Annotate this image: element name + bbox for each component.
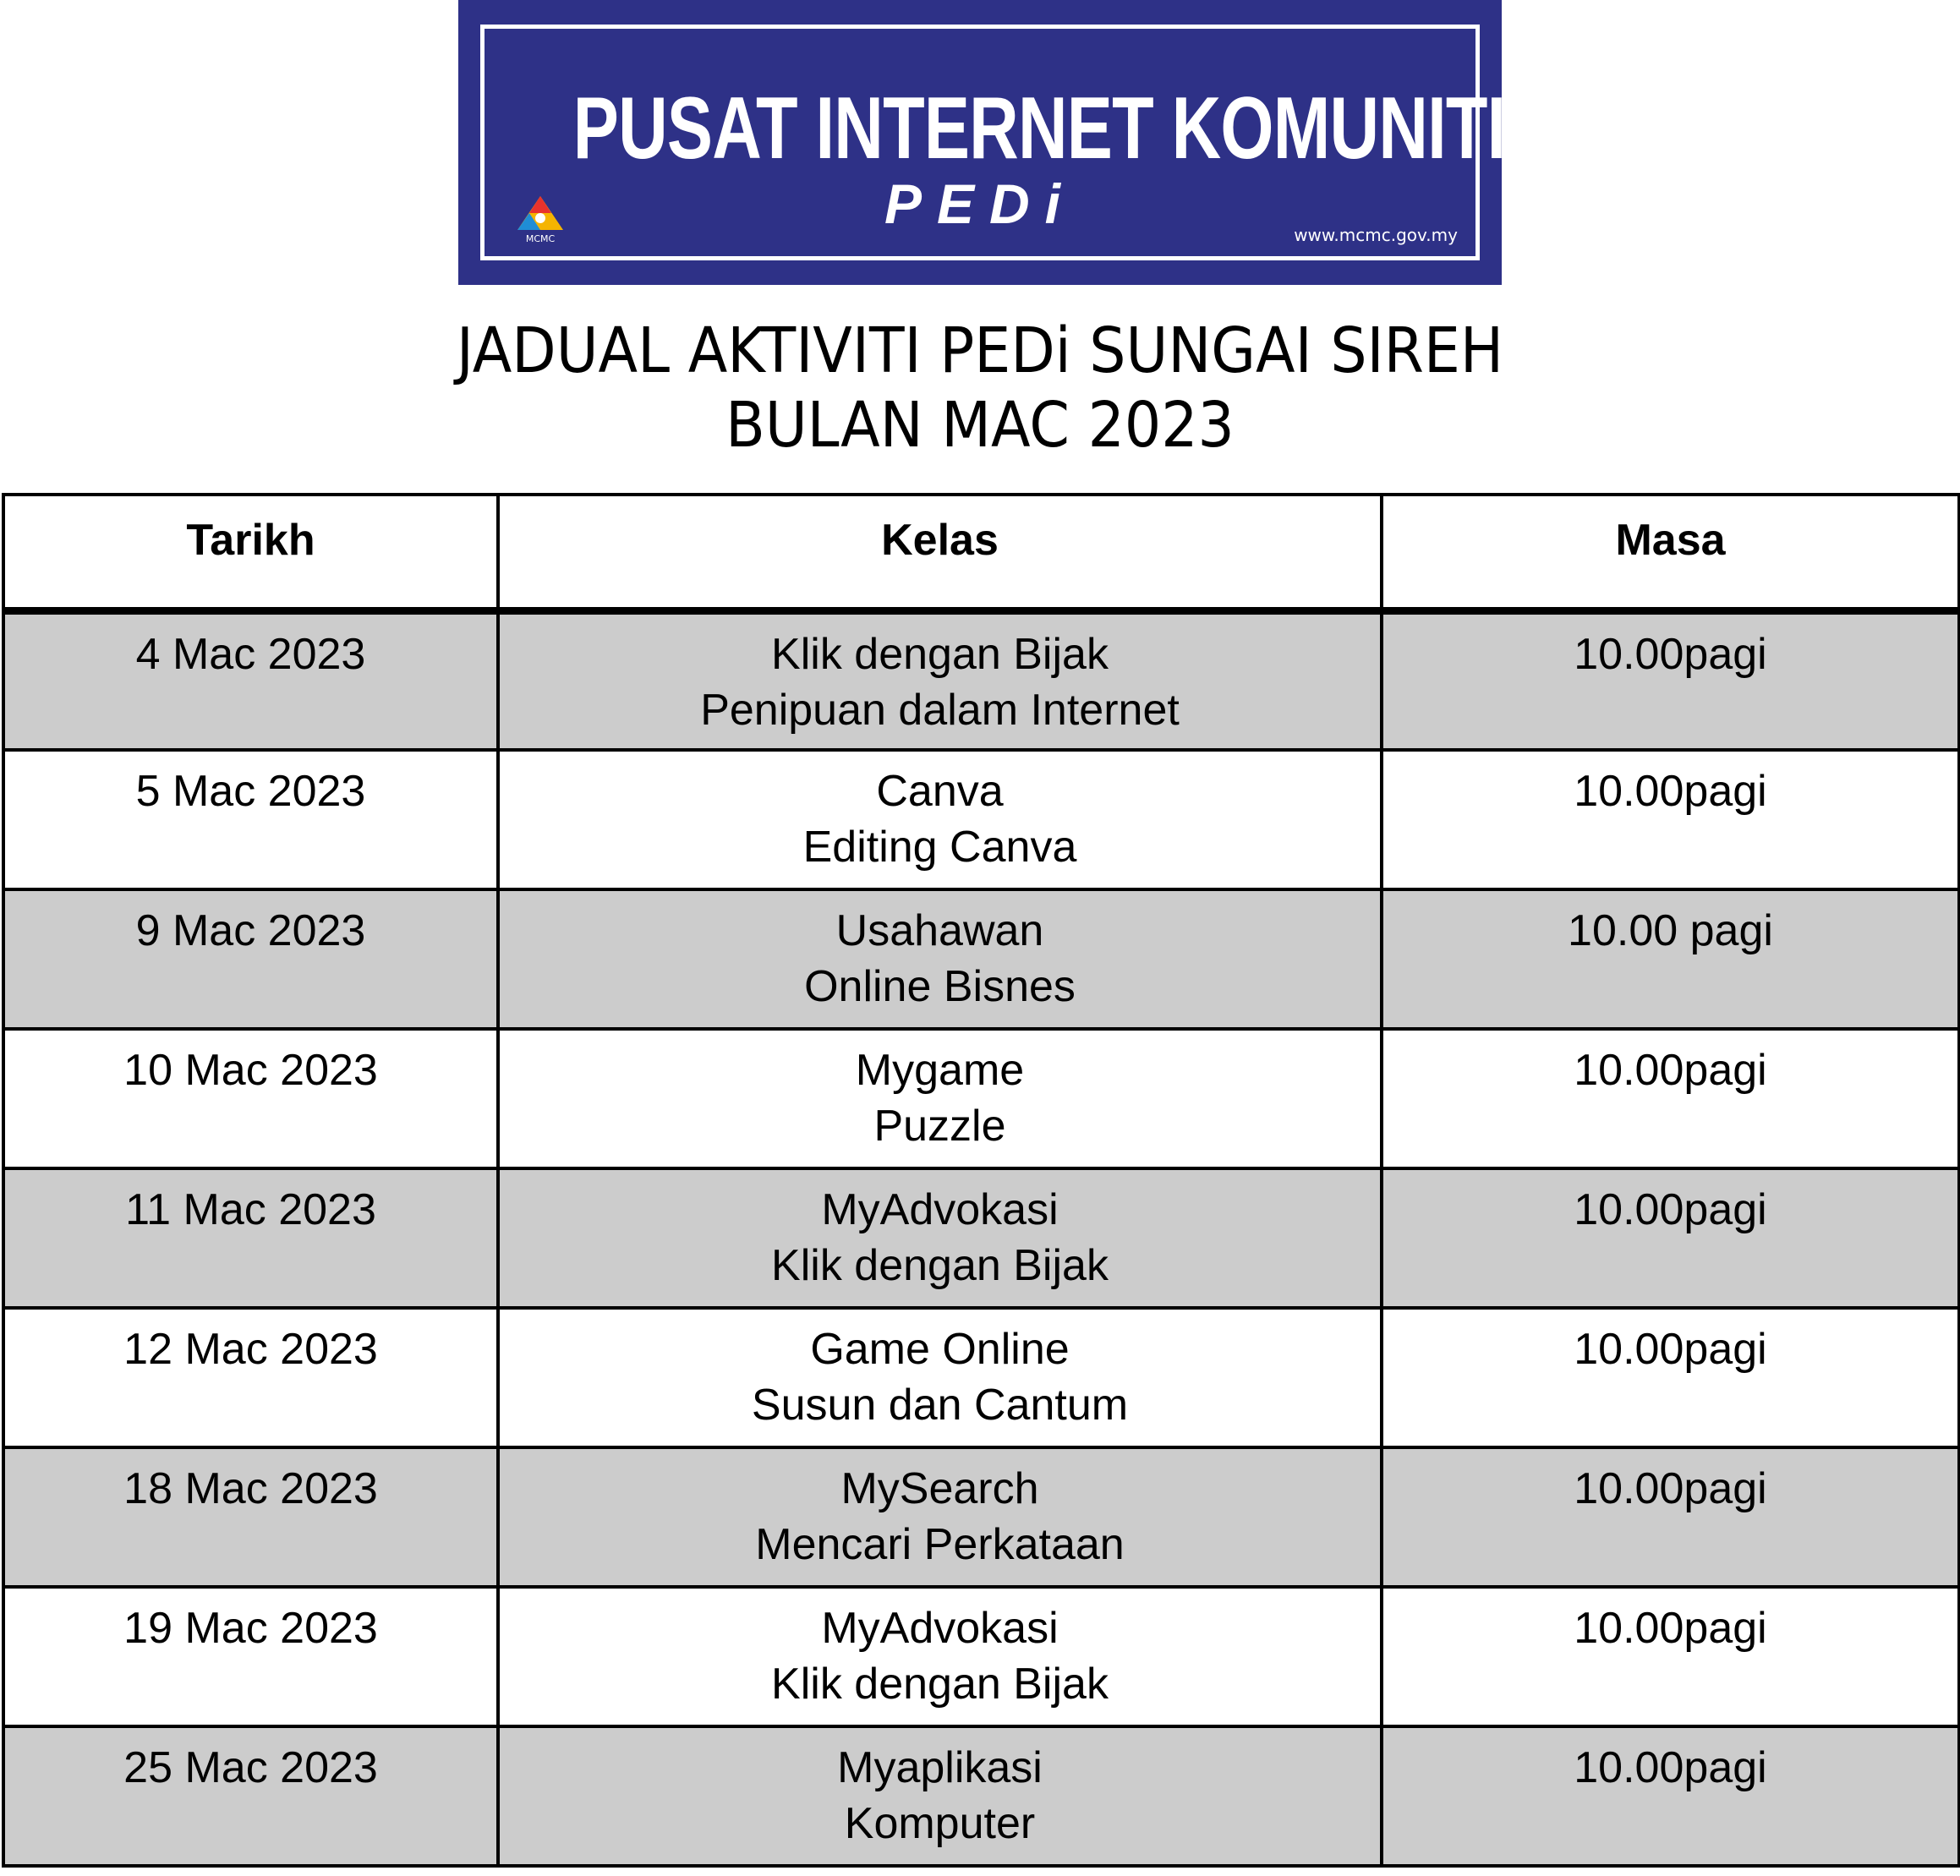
- kelas-line-2: Mencari Perkataan: [755, 1520, 1125, 1569]
- banner-title: PUSAT INTERNET KOMUNITI: [572, 79, 1506, 178]
- table-row: [3, 610, 1959, 750]
- cell-kelas: [498, 889, 1382, 1029]
- banner-url: www.mcmc.gov.my: [1294, 225, 1458, 245]
- kelas-line-2: Puzzle: [873, 1102, 1006, 1151]
- kelas-line-1: Klik dengan Bijak: [771, 629, 1109, 679]
- cell-kelas: [498, 750, 1382, 889]
- page-subtitle: BULAN MAC 2023: [725, 389, 1235, 462]
- kelas-line-2: Susun dan Cantum: [751, 1381, 1129, 1430]
- kelas-line-2: Editing Canva: [802, 823, 1077, 872]
- mcmc-logo-text: MCMC: [525, 233, 556, 244]
- kelas-line-2: Klik dengan Bijak: [771, 1660, 1109, 1709]
- header-masa: Masa: [1382, 495, 1959, 610]
- cell-tarikh: 4 Mac 2023: [3, 610, 498, 750]
- table-row: [3, 1308, 1959, 1447]
- cell-kelas: [498, 1726, 1382, 1866]
- cell-masa: 10.00pagi: [1382, 1447, 1959, 1587]
- table-header-row: [3, 495, 1959, 610]
- kelas-line-2: Klik dengan Bijak: [771, 1241, 1109, 1290]
- kelas-line-1: MyAdvokasi: [821, 1185, 1059, 1234]
- table-row: [3, 750, 1959, 889]
- cell-tarikh: 25 Mac 2023: [3, 1726, 498, 1866]
- cell-tarikh: 10 Mac 2023: [3, 1029, 498, 1168]
- cell-masa: 10.00pagi: [1382, 1029, 1959, 1168]
- table-row: [3, 1447, 1959, 1587]
- cell-tarikh: 18 Mac 2023: [3, 1447, 498, 1587]
- schedule-table: [2, 493, 1960, 1868]
- kelas-line-1: Mygame: [855, 1046, 1025, 1095]
- cell-kelas: [498, 1029, 1382, 1168]
- cell-kelas: [498, 610, 1382, 750]
- cell-masa: 10.00pagi: [1382, 1168, 1959, 1308]
- cell-tarikh: 5 Mac 2023: [3, 750, 498, 889]
- banner-subtitle: PEDi: [884, 172, 1076, 235]
- table-row: [3, 889, 1959, 1029]
- table-row: [3, 1029, 1959, 1168]
- kelas-line-1: Canva: [876, 767, 1004, 816]
- kelas-line-2: Online Bisnes: [804, 962, 1076, 1011]
- header-kelas: Kelas: [498, 495, 1382, 610]
- kelas-line-2: Penipuan dalam Internet: [700, 685, 1180, 735]
- cell-kelas: [498, 1168, 1382, 1308]
- cell-kelas: [498, 1308, 1382, 1447]
- kelas-line-2: Komputer: [844, 1799, 1036, 1848]
- kelas-line-1: Game Online: [810, 1325, 1070, 1374]
- cell-tarikh: 11 Mac 2023: [3, 1168, 498, 1308]
- cell-masa: 10.00pagi: [1382, 1726, 1959, 1866]
- cell-masa: 10.00pagi: [1382, 1308, 1959, 1447]
- page-title: JADUAL AKTIVITI PEDi SUNGAI SIREH: [456, 314, 1504, 387]
- cell-tarikh: 19 Mac 2023: [3, 1587, 498, 1726]
- pedi-banner: [458, 0, 1506, 285]
- mcmc-logo-icon: [511, 193, 570, 245]
- kelas-line-1: MySearch: [840, 1464, 1039, 1513]
- cell-masa: 10.00pagi: [1382, 750, 1959, 889]
- kelas-line-1: Usahawan: [835, 906, 1044, 955]
- cell-kelas: [498, 1587, 1382, 1726]
- table-row: [3, 1587, 1959, 1726]
- cell-tarikh: 9 Mac 2023: [3, 889, 498, 1029]
- header-tarikh: Tarikh: [3, 495, 498, 610]
- cell-masa: 10.00 pagi: [1382, 889, 1959, 1029]
- kelas-line-1: MyAdvokasi: [821, 1604, 1059, 1653]
- kelas-line-1: Myaplikasi: [837, 1743, 1043, 1792]
- table-row: [3, 1168, 1959, 1308]
- cell-tarikh: 12 Mac 2023: [3, 1308, 498, 1447]
- cell-masa: 10.00pagi: [1382, 1587, 1959, 1726]
- table-row: [3, 1726, 1959, 1866]
- cell-kelas: [498, 1447, 1382, 1587]
- cell-masa: 10.00pagi: [1382, 610, 1959, 750]
